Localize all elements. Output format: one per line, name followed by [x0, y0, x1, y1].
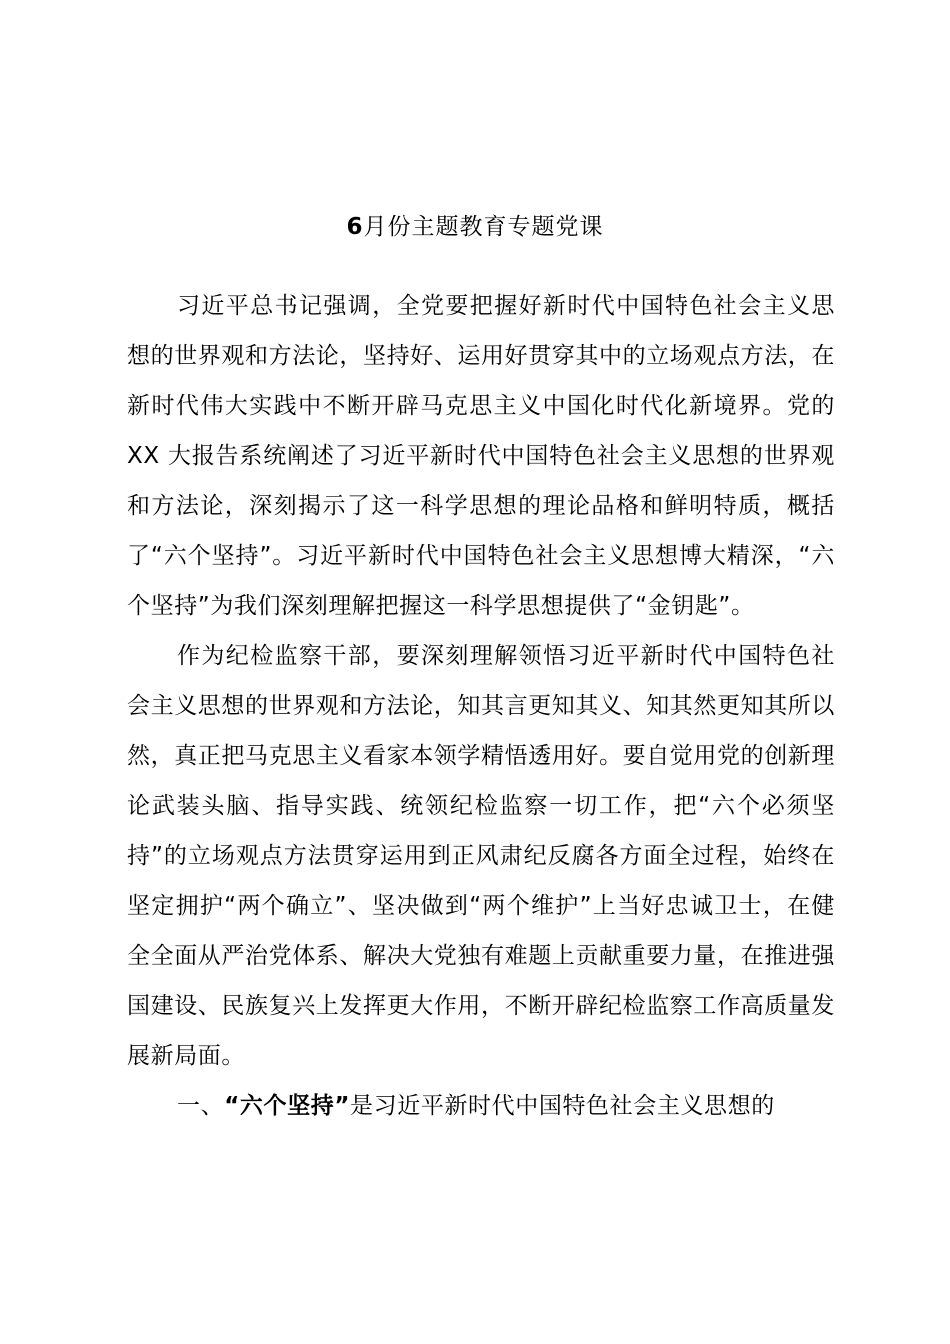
- body-paragraph-2: 作为纪检监察干部，要深刻理解领悟习近平新时代中国特色社会主义思想的世界观和方法论，知其言更知其义、知其然更知其所以然，真正把马克思主义看家本领学精悟透用好。要自觉用党的创新理论武装头脑、指导实践、统领纪检监察一切工作，把“六个必须坚持”的立场观点方法贯穿运用到正风肃纪反腐各方面全过程，始终在坚定拥护“两个确立”、坚决做到“两个维护”上当好忠诚卫士，在健全全面从严治党体系、解决大党独有难题上贡献重要力量，在推进强国建设、民族复兴上发挥更大作用，不断开辟纪检监察工作高质量发展新局面。: [127, 643, 835, 1069]
- body-paragraph-1: 习近平总书记强调，全党要把握好新时代中国特色社会主义思想的世界观和方法论，坚持好、运用好贯穿其中的立场观点方法，在新时代伟大实践中不断开辟马克思主义中国化时代化新境界。党的 XX 大报告系统阐述了习近平新时代中国特色社会主义思想的世界观和方法论，深刻揭示了这一科学思想的理论品格和鲜明特质，概括了“六个坚持”。习近平新时代中国特色社会主义思想博大精深，“六个坚持”为我们深刻理解把握这一科学思想提供了“金钥匙”。: [127, 293, 835, 619]
- document-body: [127, 281, 835, 1131]
- section-heading-quote: “六个坚持”: [224, 1093, 351, 1119]
- title-number: 6: [346, 214, 364, 240]
- section-heading-text: 是习近平新时代中国特色社会主义思想的: [350, 1093, 775, 1119]
- section-heading-1: [127, 1081, 835, 1131]
- section-heading-number: 一、: [177, 1093, 225, 1119]
- title-text: 月份主题教育专题党课: [363, 214, 604, 240]
- document-title: [0, 207, 950, 247]
